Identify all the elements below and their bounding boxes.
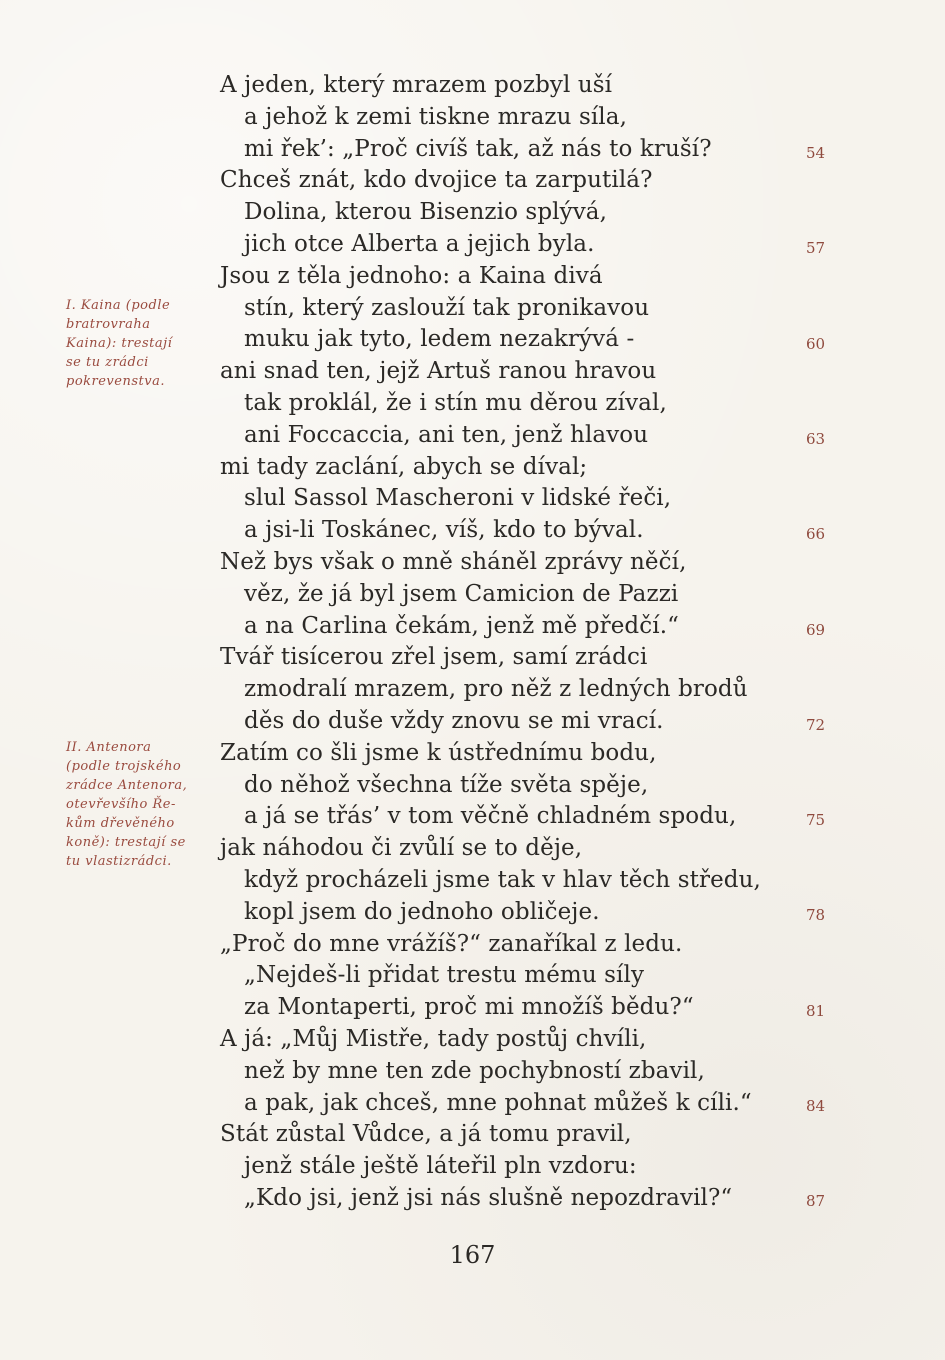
poem-line: A jeden, který mrazem pozbyl uší xyxy=(220,72,613,98)
poem-line: jak náhodou či zvůlí se to děje, xyxy=(220,835,583,862)
poem-line: za Montaperti, proč mi množíš bědu?“ xyxy=(244,994,694,1021)
poem-line: mi tady zaclání, abych se díval; xyxy=(220,453,588,480)
verse-number: 63 xyxy=(806,429,826,448)
poem-line: Zatím co šli jsme k ústřednímu bodu, xyxy=(220,739,657,766)
poem-line: věz, že já byl jsem Camicion de Pazzi xyxy=(244,580,679,607)
verse-number: 87 xyxy=(806,1192,826,1211)
verse-number: 84 xyxy=(806,1097,826,1115)
poem-line: než by mne ten zde pochybností zbavil, xyxy=(244,1057,705,1084)
margin-note-antenora: II. Antenora (podle trojského zrádce Antenora, otevřevšího Ře- kům dřevěného koně): trestají se tu vlastizrádci. xyxy=(66,740,188,869)
poem-line: jenž stále ještě láteřil pln vzdoru: xyxy=(244,1153,637,1180)
poem-text xyxy=(220,70,780,1215)
poem-line: děs do duše vždy znovu se mi vrací. xyxy=(244,707,664,734)
poem-line: slul Sassol Mascheroni v lidské řeči, xyxy=(244,485,672,512)
verse-number: 57 xyxy=(806,239,826,258)
poem-line: A já: „Můj Mistře, tady postůj chvíli, xyxy=(220,1025,647,1052)
poem-line: zmodralí mrazem, pro něž z ledných brodů xyxy=(244,676,748,703)
verse-number: 69 xyxy=(806,620,826,639)
verse-number: 75 xyxy=(806,811,826,830)
poem-line: tak proklál, že i stín mu děrou zíval, xyxy=(244,389,667,416)
poem-line: ani snad ten, jejž Artuš ranou hravou xyxy=(220,358,657,385)
poem-line: Chceš znát, kdo dvojice ta zarputilá? xyxy=(220,167,653,194)
page-number: 167 xyxy=(449,1241,496,1269)
poem-line: Než bys však o mně sháněl zprávy něčí, xyxy=(220,548,687,575)
poem-line: Tvář tisícerou zřel jsem, samí zrádci xyxy=(220,644,648,671)
poem-line: a jsi-li Toskánec, víš, kdo to býval. xyxy=(244,517,644,544)
poem-line: když procházeli jsme tak v hlav těch středu, xyxy=(244,866,761,893)
poem-line: Dolina, kterou Bisenzio splývá, xyxy=(244,199,608,226)
poem-line: ani Foccaccia, ani ten, jenž hlavou xyxy=(244,421,649,448)
poem-line: a já se třás’ v tom věčně chladném spodu, xyxy=(244,803,737,830)
verse-number: 54 xyxy=(806,144,826,162)
poem-line: „Proč do mne vrážíš?“ zanaříkal z ledu. xyxy=(220,930,683,957)
verse-number: 66 xyxy=(806,525,826,544)
poem-line: a pak, jak chceš, mne pohnat můžeš k cíli.“ xyxy=(244,1089,752,1116)
verse-number: 81 xyxy=(806,1001,826,1020)
poem-line: muku jak tyto, ledem nezakrývá - xyxy=(244,326,635,353)
poem-line: „Kdo jsi, jenž jsi nás slušně nepozdravil?“ xyxy=(244,1184,733,1211)
poem-line: Stát zůstal Vůdce, a já tomu pravil, xyxy=(220,1121,632,1148)
poem-line: jich otce Alberta a jejich byla. xyxy=(244,230,595,257)
margin-note-kaina: I. Kaina (podle bratrovraha Kaina): trestají se tu zrádci pokrevenstva. xyxy=(66,298,173,389)
poem-line: a na Carlina čekám, jenž mě předčí.“ xyxy=(244,612,679,639)
verse-number: 78 xyxy=(806,906,826,925)
poem-line: mi řek’: „Proč civíš tak, až nás to kruší? xyxy=(244,135,712,162)
poem-line: kopl jsem do jednoho obličeje. xyxy=(244,898,600,925)
poem-line: „Nejdeš-li přidat trestu mému síly xyxy=(244,962,645,989)
verse-number: 72 xyxy=(806,715,826,734)
poem-line: stín, který zaslouží tak pronikavou xyxy=(244,294,650,321)
poem-line: do něhož všechna tíže světa spěje, xyxy=(244,771,649,798)
poem-line: Jsou z těla jednoho: a Kaina divá xyxy=(220,262,603,289)
verse-number: 60 xyxy=(806,334,826,353)
poem-line: a jehož k zemi tiskne mrazu síla, xyxy=(244,103,627,130)
